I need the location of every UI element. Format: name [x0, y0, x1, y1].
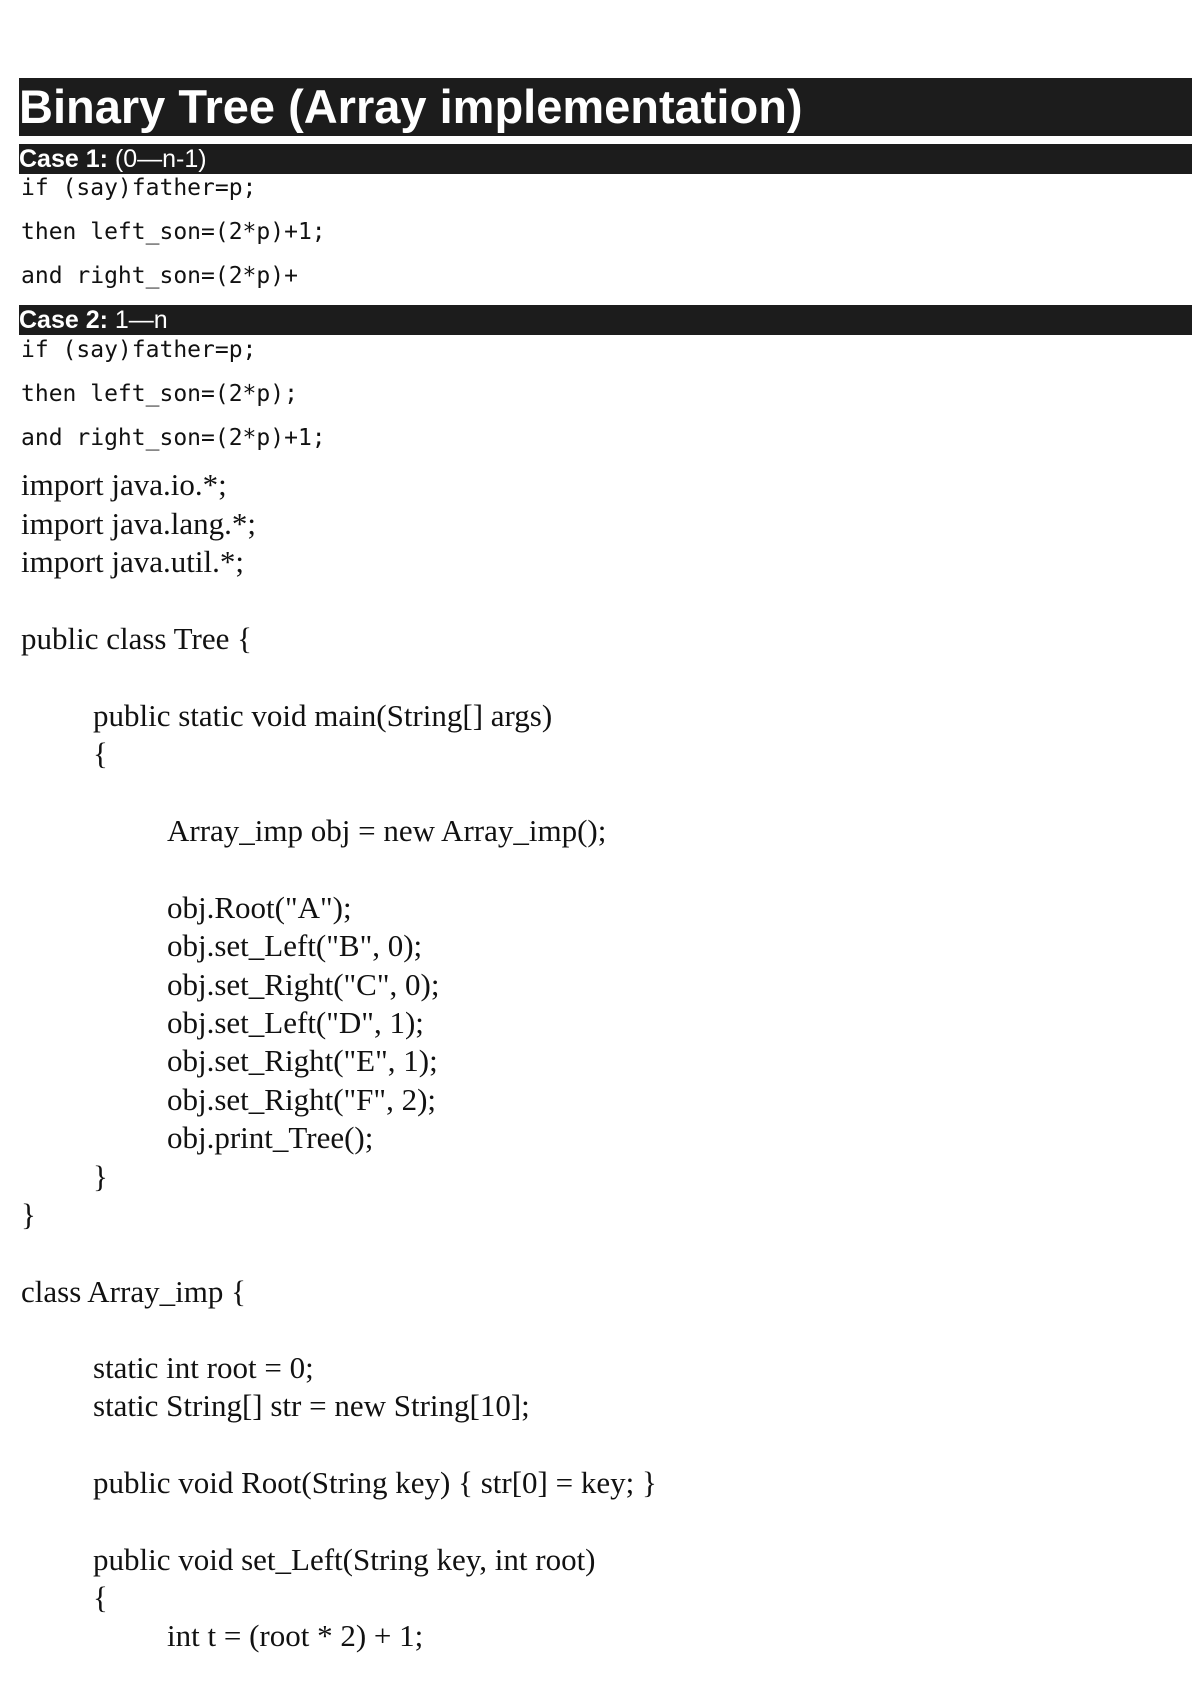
case-2-line-2: then left_son=(2*p); — [21, 381, 298, 407]
code-line: public static void main(String[] args) — [93, 698, 553, 733]
case-1-line-3: and right_son=(2*p)+ — [21, 263, 298, 289]
code-line: obj.Root("A"); — [167, 890, 352, 925]
code-line: class Array_imp { — [21, 1274, 246, 1309]
case-2-range: 1—n — [107, 306, 168, 334]
code-line: obj.set_Right("E", 1); — [167, 1043, 438, 1078]
code-line: import java.lang.*; — [21, 506, 257, 541]
code-line: public void Root(String key) { str[0] = key; } — [93, 1465, 657, 1500]
code-line: public void set_Left(String key, int root) — [93, 1542, 596, 1577]
case-2-line-1: if (say)father=p; — [21, 337, 257, 363]
case-1-line-1: if (say)father=p; — [21, 175, 257, 201]
code-line: { — [93, 736, 108, 771]
code-line: import java.io.*; — [21, 467, 227, 502]
code-line: import java.util.*; — [21, 544, 244, 579]
case-1-label: Case 1: — [19, 145, 108, 173]
code-line: public class Tree { — [21, 621, 253, 656]
code-line: obj.set_Right("C", 0); — [167, 967, 440, 1002]
case-2-heading — [19, 305, 1192, 335]
code-line: } — [93, 1159, 108, 1194]
code-line: obj.print_Tree(); — [167, 1120, 374, 1155]
page-title: Binary Tree (Array implementation) — [19, 78, 1192, 136]
code-line: } — [21, 1197, 36, 1232]
code-line: Array_imp obj = new Array_imp(); — [167, 813, 607, 848]
case-2-label: Case 2: — [19, 306, 108, 334]
code-line: { — [93, 1580, 108, 1615]
code-line: int t = (root * 2) + 1; — [167, 1618, 424, 1653]
case-1-range: (0—n-1) — [107, 145, 207, 173]
code-line: obj.set_Left("D", 1); — [167, 1005, 424, 1040]
case-1-heading — [19, 144, 1192, 174]
code-line: static String[] str = new String[10]; — [93, 1388, 530, 1423]
code-line: obj.set_Left("B", 0); — [167, 928, 423, 963]
code-line: obj.set_Right("F", 2); — [167, 1082, 437, 1117]
code-line: static int root = 0; — [93, 1350, 314, 1385]
case-1-line-2: then left_son=(2*p)+1; — [21, 219, 326, 245]
case-2-line-3: and right_son=(2*p)+1; — [21, 425, 326, 451]
